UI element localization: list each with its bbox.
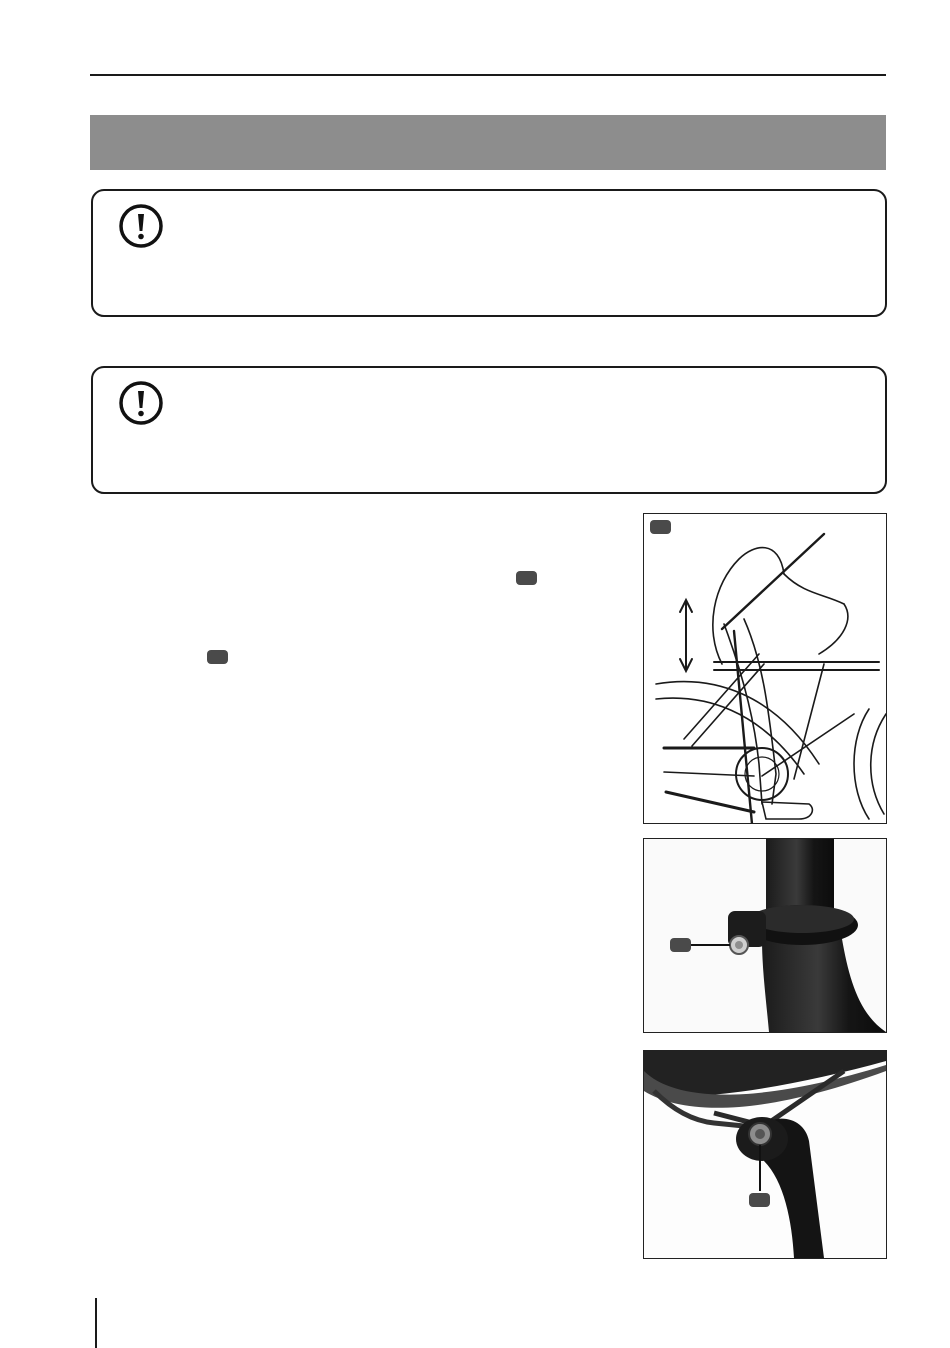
figure-seat-clamp: [643, 838, 887, 1033]
top-rule: [90, 74, 886, 76]
page-edge-rule: [95, 1298, 97, 1348]
figure-reference-badge: [207, 650, 228, 664]
warning-notice-1: [91, 189, 887, 317]
exclamation-circle-icon: [117, 379, 165, 427]
warning-notice-2: [91, 366, 887, 494]
leg-illustration: [644, 514, 886, 823]
saddle-clamp-photo: [644, 1051, 886, 1258]
seatpost-clamp-photo: [644, 839, 886, 1032]
figure-leg-position: [643, 513, 887, 824]
section-heading-band: [90, 115, 886, 170]
clamp-bolt-badge: [670, 938, 691, 952]
saddle-bolt-badge: [749, 1193, 770, 1207]
exclamation-circle-icon: [117, 202, 165, 250]
figure-reference-badge: [516, 571, 537, 585]
figure-saddle-bolt: [643, 1050, 887, 1259]
figure-number-badge: [650, 520, 671, 534]
